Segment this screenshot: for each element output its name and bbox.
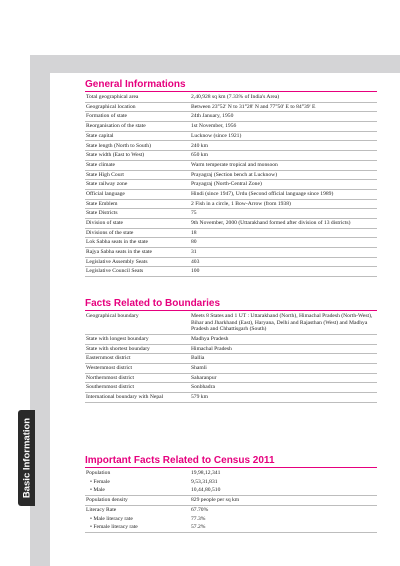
male-label-text: Male	[93, 487, 105, 494]
census-title: Important Facts Related to Census 2011	[85, 455, 275, 466]
table-row	[85, 523, 377, 532]
general-table	[85, 93, 377, 277]
row-value: 75	[189, 209, 377, 219]
row-label: Easternmost district	[85, 354, 189, 364]
male-literacy-label: • Male literacy rate	[90, 515, 133, 522]
row-value: 80	[189, 238, 377, 248]
table-row	[85, 189, 377, 199]
table-row	[85, 469, 377, 478]
table-row	[85, 496, 377, 506]
male-label: • Male	[85, 486, 189, 495]
row-label: Legislative Council Seats	[85, 267, 189, 277]
row-value: Shamli	[189, 363, 377, 373]
row-value: Between 23°52' N to 31°28' N and 77°50' E to 84°39' E	[189, 102, 377, 112]
row-value: 24th January, 1950	[189, 112, 377, 122]
row-label: Southernmost district	[85, 383, 189, 393]
row-value: Saharanpur	[189, 373, 377, 383]
boundaries-rule	[85, 310, 377, 311]
row-value: Ballia	[189, 354, 377, 364]
row-value: 579 km	[189, 393, 377, 403]
table-row	[85, 248, 377, 258]
row-label: Division of state	[85, 218, 189, 228]
density-value: 829 people per sq km	[189, 496, 377, 506]
table-row	[85, 505, 377, 514]
side-tab	[18, 410, 35, 506]
table-row	[85, 160, 377, 170]
row-label: International boundary with Nepal	[85, 393, 189, 403]
row-label: State with longest boundary	[85, 334, 189, 344]
row-label: State with shortest boundary	[85, 344, 189, 354]
row-value: 31	[189, 248, 377, 258]
female-literacy-label: • Female literacy rate	[85, 523, 189, 532]
row-value: Meets 8 States and 1 UT : Uttarakhand (North), Himachal Pradesh (North-West), Bihar and Jharkhand (East), Haryana, Delhi and Rajasthan (West) and Madhya Pradesh and Chhattisgarh (South)	[189, 312, 377, 334]
side-tab-label: Basic Information	[21, 417, 32, 499]
row-value: 100	[189, 267, 377, 277]
table-row	[85, 478, 377, 487]
row-label: Lok Sabha seats in the state	[85, 238, 189, 248]
row-value: Sonbhadra	[189, 383, 377, 393]
table-row	[85, 218, 377, 228]
top-gray-band	[30, 55, 400, 73]
row-label: Total geographical area	[85, 93, 189, 102]
census-rule	[85, 467, 377, 468]
row-label: State width (East to West)	[85, 151, 189, 161]
table-row	[85, 180, 377, 190]
female-value: 9,53,31,831	[191, 478, 218, 485]
boundaries-title: Facts Related to Boundaries	[85, 298, 221, 309]
male-value: 10,44,80,510	[189, 486, 377, 495]
male-literacy-label-text: Male literacy rate	[93, 515, 133, 522]
row-value: Madhya Pradesh	[189, 334, 377, 344]
row-label: State climate	[85, 160, 189, 170]
table-row	[85, 312, 377, 334]
table-row	[85, 122, 377, 132]
table-row	[85, 170, 377, 180]
table-row	[85, 257, 377, 267]
row-label: Divisions of the state	[85, 228, 189, 238]
row-value: Prayagraj (North-Central Zone)	[189, 180, 377, 190]
boundaries-table	[85, 312, 377, 403]
table-row	[85, 363, 377, 373]
table-row	[85, 102, 377, 112]
row-value: 2,40,928 sq km (7.33% of India's Area)	[189, 93, 377, 102]
row-value: 2 Fish in a circle, 1 Bow-Arrow (from 1938)	[189, 199, 377, 209]
table-row	[85, 334, 377, 344]
table-row	[85, 228, 377, 238]
row-label: Geographical boundary	[85, 312, 189, 334]
female-label-text: Female	[93, 478, 110, 485]
row-label: State capital	[85, 131, 189, 141]
row-label: Legislative Assembly Seats	[85, 257, 189, 267]
row-label: State Emblem	[85, 199, 189, 209]
row-label: Geographical location	[85, 102, 189, 112]
table-row	[85, 112, 377, 122]
row-value: 9th November, 2000 (Uttarakhand formed after division of 13 districts)	[189, 218, 377, 228]
row-label: Northernmost district	[85, 373, 189, 383]
table-row	[85, 354, 377, 364]
female-literacy-value: 57.2%	[189, 523, 377, 532]
population-label: Population	[86, 470, 111, 477]
table-row	[85, 209, 377, 219]
row-label: Formation of state	[85, 112, 189, 122]
census-section	[85, 454, 377, 533]
literacy-label: Literacy Rate	[86, 506, 117, 513]
row-value: 1st November, 1956	[189, 122, 377, 132]
boundaries-section	[85, 297, 377, 403]
general-section	[85, 78, 377, 277]
row-value: 403	[189, 257, 377, 267]
table-row	[85, 373, 377, 383]
table-row	[85, 267, 377, 277]
row-label: Westernmost district	[85, 363, 189, 373]
row-label: State High Court	[85, 170, 189, 180]
density-label: Population density	[85, 496, 189, 506]
table-row	[85, 393, 377, 403]
row-value: 18	[189, 228, 377, 238]
row-label: Reorganisation of the state	[85, 122, 189, 132]
row-label: Official language	[85, 189, 189, 199]
row-value: 650 km	[189, 151, 377, 161]
row-label: State railway zone	[85, 180, 189, 190]
population-value: 19,98,12,341	[191, 470, 221, 477]
table-row	[85, 238, 377, 248]
table-row	[85, 383, 377, 393]
table-row	[85, 514, 377, 523]
table-row	[85, 131, 377, 141]
male-literacy-value: 77.3%	[191, 515, 206, 522]
table-row	[85, 151, 377, 161]
table-row	[85, 344, 377, 354]
row-value: Warm temperate tropical and monsoon	[189, 160, 377, 170]
row-value: Prayagraj (Section bench at Lucknow)	[189, 170, 377, 180]
table-row	[85, 141, 377, 151]
row-value: Lucknow (since 1921)	[189, 131, 377, 141]
row-label: State length (North to South)	[85, 141, 189, 151]
table-row	[85, 93, 377, 102]
row-label: Rajya Sabha seats in the state	[85, 248, 189, 258]
census-table	[85, 469, 377, 533]
general-title: General Informations	[85, 79, 186, 90]
table-row	[85, 199, 377, 209]
row-value: 240 km	[189, 141, 377, 151]
literacy-value: 67.70%	[191, 506, 209, 513]
row-label: State Districts	[85, 209, 189, 219]
general-rule	[85, 91, 377, 92]
table-row	[85, 486, 377, 495]
row-value: Hindi (since 1947), Urdu (Second official language since 1989)	[189, 189, 377, 199]
female-literacy-label-text: Female literacy rate	[93, 524, 138, 531]
row-value: Himachal Pradesh	[189, 344, 377, 354]
female-label: • Female	[90, 478, 110, 485]
